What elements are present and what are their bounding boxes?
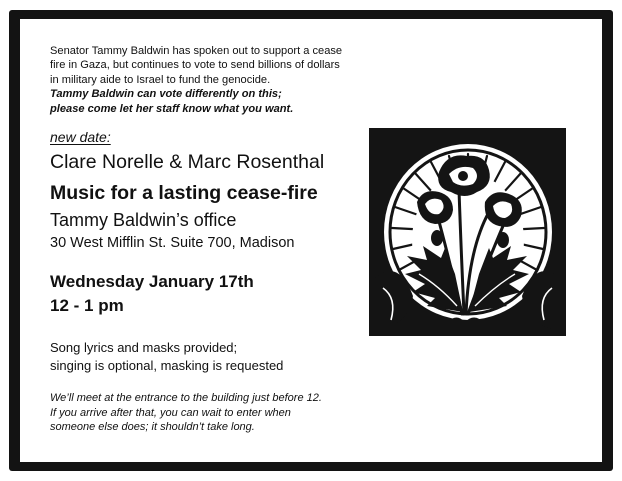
meeting-instructions — [50, 391, 322, 435]
performers-heading: Clare Norelle & Marc Rosenthal — [50, 151, 325, 173]
intro-paragraph — [50, 44, 350, 116]
venue-address: 30 West Mifflin St. Suite 700, Madison — [50, 235, 295, 251]
meeting-line-3: someone else does; it shouldn’t take long. — [50, 421, 255, 433]
event-title: Music for a lasting cease-fire — [50, 182, 318, 204]
event-time: 12 - 1 pm — [50, 296, 124, 315]
poppy-linocut-image — [369, 128, 566, 336]
event-date: Wednesday January 17th — [50, 272, 254, 291]
call-to-action-line-1: Tammy Baldwin can vote differently on this; — [50, 88, 282, 101]
meeting-line-1: We’ll meet at the entrance to the building just before 12. — [50, 392, 322, 404]
new-date-label: new date: — [50, 129, 111, 145]
meeting-line-2: If you arrive after that, you can wait to enter when — [50, 406, 291, 419]
call-to-action-line-2: please come let her staff know what you want. — [50, 102, 294, 115]
provisions-note — [50, 339, 283, 375]
provisions-line-2: singing is optional, masking is requested — [50, 358, 284, 373]
venue-name: Tammy Baldwin’s office — [50, 210, 237, 230]
intro-text: Senator Tammy Baldwin has spoken out to support a cease fire in Gaza, but continues to vote to send billions of dollars in military aide to Israel to fund the genocide. — [50, 45, 343, 86]
provisions-line-1: Song lyrics and masks provided; — [50, 340, 238, 355]
